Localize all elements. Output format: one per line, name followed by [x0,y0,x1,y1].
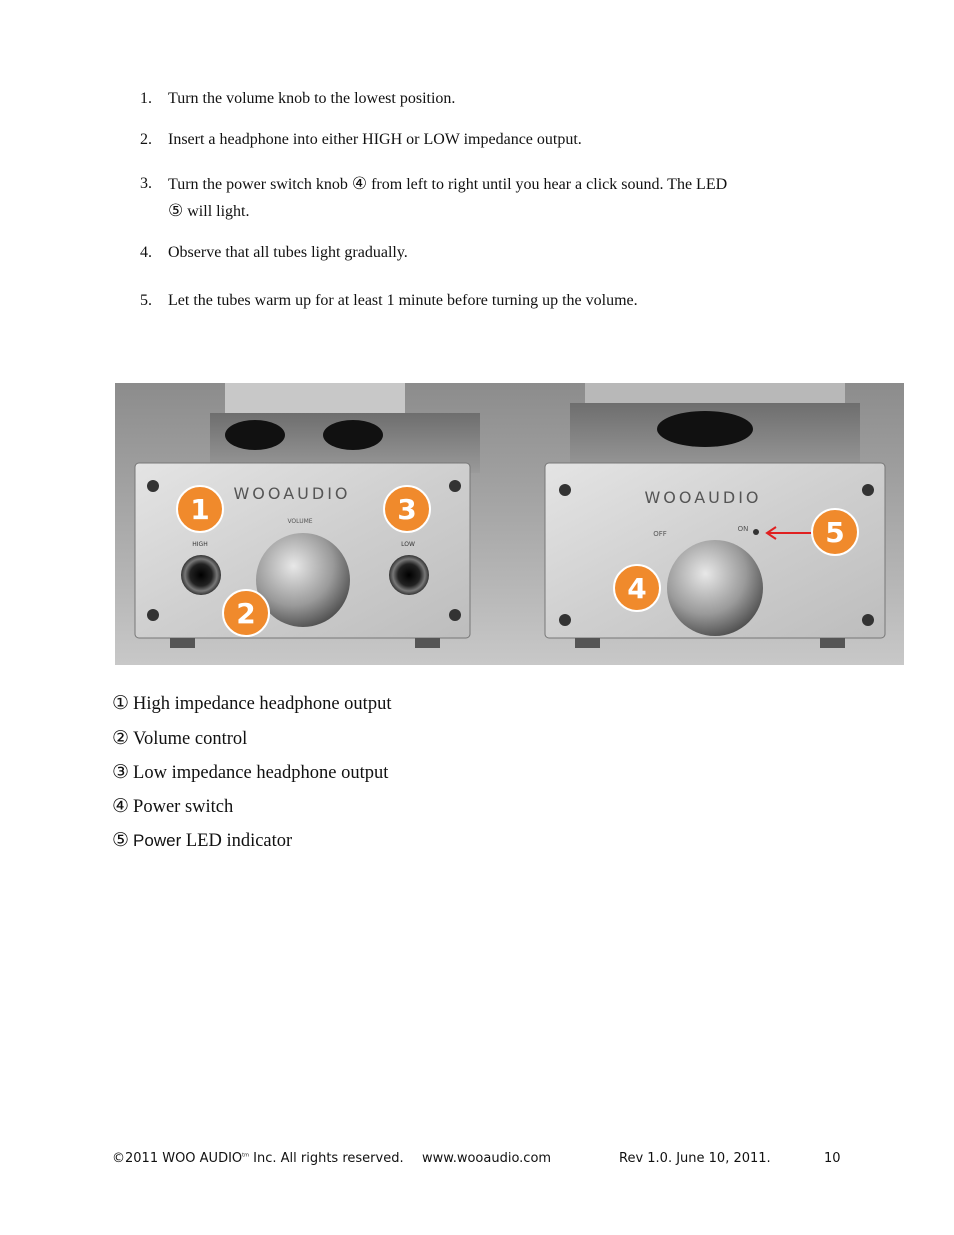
legend-item-4 [112,793,233,820]
foot [415,638,440,648]
step-text [168,171,858,225]
tube-socket [225,420,285,450]
brand-logo: WOOAUDIO [233,484,351,503]
panel-screw [449,480,461,492]
legend-label: Low impedance headphone output [133,763,389,783]
panel-screw [862,484,874,496]
rights-text: Inc. All rights reserved. [253,1151,404,1166]
tube-cage [225,383,405,413]
tube-socket [323,420,383,450]
high-impedance-jack [181,555,221,595]
legend-label: High impedance headphone output [133,694,392,714]
step-number: 4. [140,244,152,261]
step-number: 2. [140,131,152,148]
legend-marker: ② [112,727,130,749]
legend-item-3 [112,759,388,786]
footer-revision: Rev 1.0. June 10, 2011. [619,1151,771,1166]
step-text: Observe that all tubes light gradually. [168,244,408,261]
step-text: Insert a headphone into either HIGH or LOW impedance output. [168,131,582,148]
callout-2-number: 2 [236,597,256,630]
panel-screw [147,480,159,492]
panel-screw [862,614,874,626]
page-number: 10 [824,1151,841,1166]
legend-label: LED indicator [185,831,293,851]
step-number: 3. [140,175,152,192]
callout-marker-4: ④ [351,174,368,194]
callout-1-number: 1 [190,493,210,526]
power-led [753,529,759,535]
low-impedance-jack [389,555,429,595]
on-label: ON [737,525,749,533]
callout-3-number: 3 [397,493,417,526]
copyright-text: ©2011 WOO AUDIO [112,1151,243,1166]
legend-marker: ⑤ [112,829,130,851]
legend-label: Power switch [133,797,234,817]
tube-socket [657,411,753,447]
panel-screw [449,609,461,621]
step-text: Let the tubes warm up for at least 1 minute before turning up the volume. [168,292,638,309]
step-number: 5. [140,292,152,309]
high-label: HIGH [192,541,208,548]
legend-marker: ③ [112,761,130,783]
panel-screw [147,609,159,621]
trademark-mark: tm [242,1152,249,1159]
power-switch-knob [667,540,763,636]
legend-item-2 [112,725,247,752]
amplifier-photo [115,383,904,665]
panel-screw [559,614,571,626]
legend-label: Volume control [133,729,248,749]
step-text: Turn the volume knob to the lowest position. [168,90,456,107]
callout-5-number: 5 [825,516,845,549]
foot [575,638,600,648]
foot [170,638,195,648]
step-text-part: from left to right until you hear a click sound. The LED [371,176,728,193]
callout-marker-5: ⑤ [168,201,184,221]
legend-marker: ① [112,692,130,714]
volume-label: VOLUME [287,518,313,525]
footer-website: www.wooaudio.com [422,1151,552,1166]
step-text-part: Turn the power switch knob [168,176,348,193]
brand-logo: WOOAUDIO [644,488,762,507]
legend-item-5 [112,827,292,854]
foot [820,638,845,648]
callout-4-number: 4 [627,572,647,605]
volume-knob [256,533,350,627]
legend-item-1 [112,690,391,717]
step-number: 1. [140,90,152,107]
step-text-part: will light. [187,203,250,220]
off-label: OFF [653,530,667,538]
legend-label: Power [133,831,182,850]
footer-copyright [112,1151,404,1166]
legend-marker: ④ [112,795,130,817]
low-label: LOW [401,541,415,548]
panel-screw [559,484,571,496]
